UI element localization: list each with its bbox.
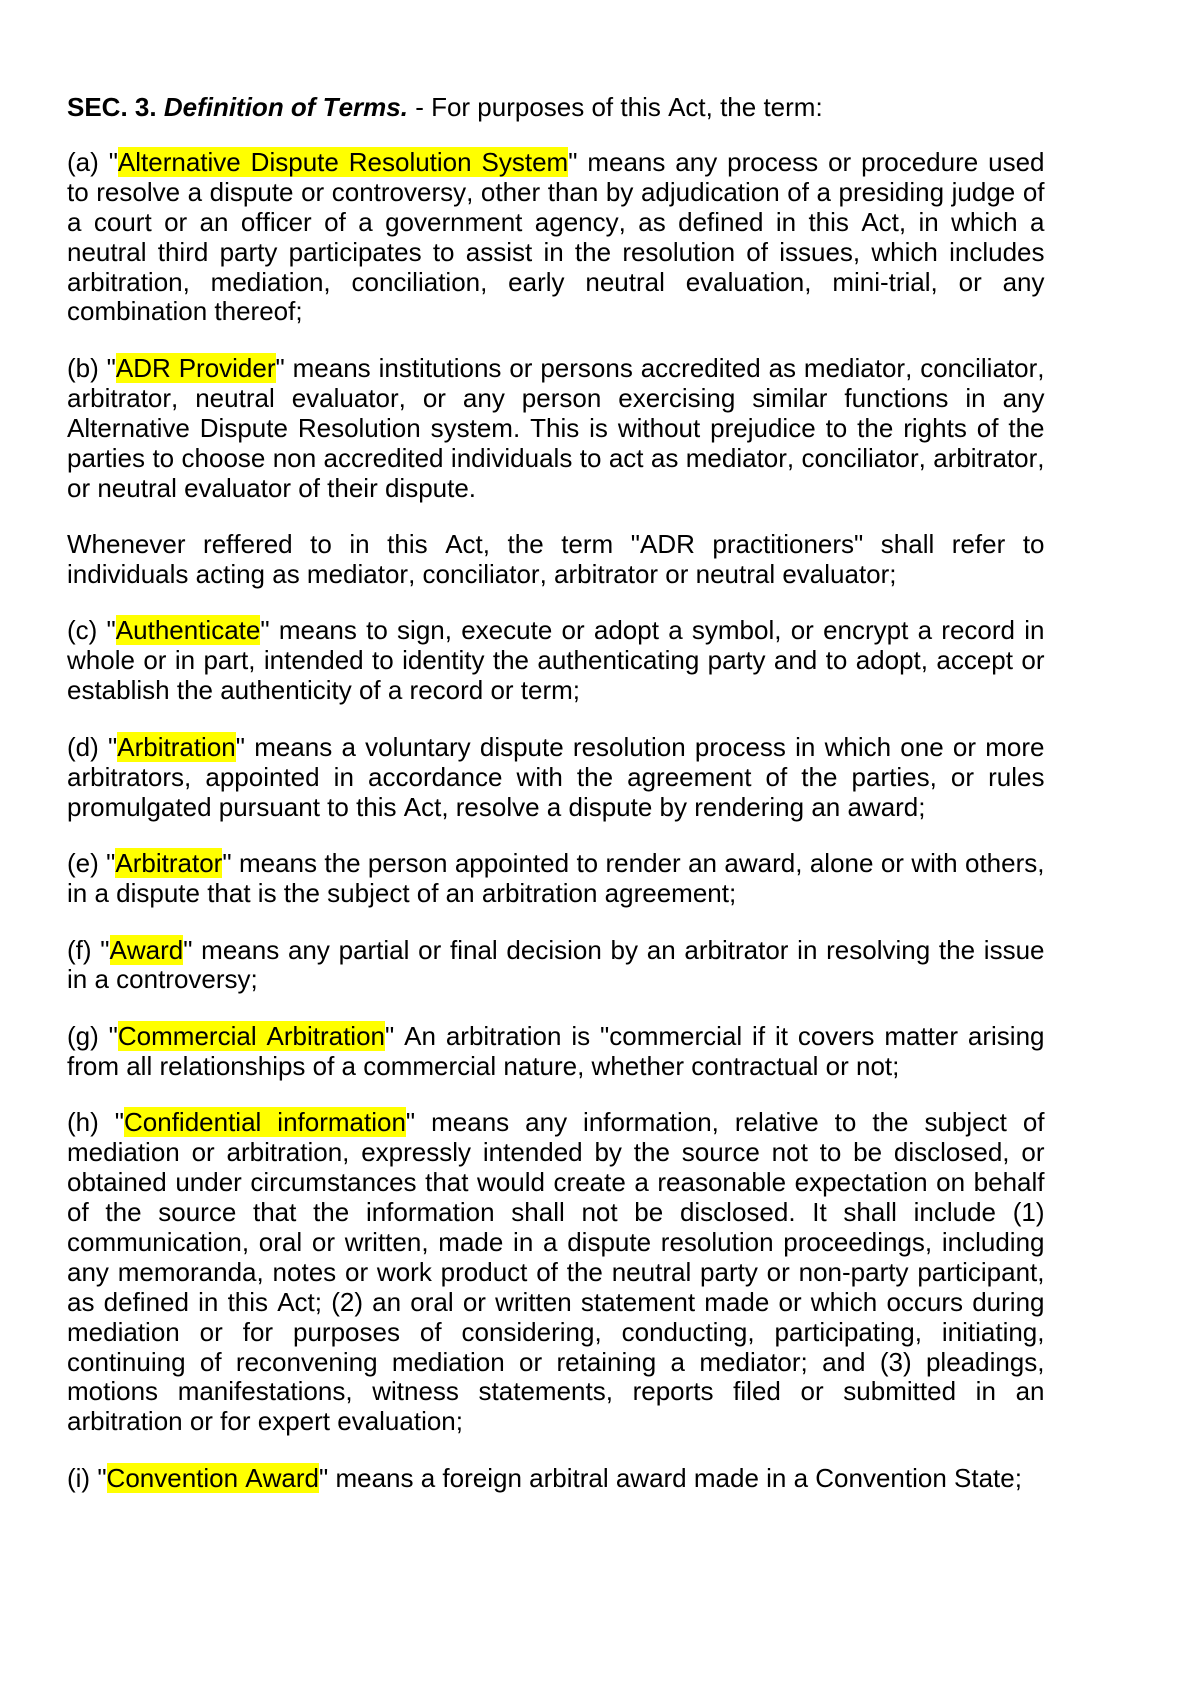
- definition-a: [67, 148, 1045, 327]
- definition-text: " means any information, relative to the subject of mediation or arbitration, expressly intended by the source not to be disclosed, or obtained under circumstances that would create a reasonable expectation on behalf of the source that the information shall not be disclosed. It shall include (1) communication, oral or written, made in a dispute resolution proceedings, including any memoranda, notes or work product of the neutral party or non-party participant, as defined in this Act; (2) an oral or written statement made or which occurs during mediation or for purposes of considering, conducting, participating, initiating, continuing of reconvening mediation or retaining a mediator; and (3) pleadings, motions manifestations, witness statements, reports filed or submitted in an arbitration or for expert evaluation;: [67, 1107, 1045, 1437]
- definition-text: " means any partial or final decision by an arbitrator in resolving the issue in a controversy;: [67, 934, 1045, 995]
- defined-term: Authenticate: [115, 615, 261, 646]
- definition-e: [67, 849, 1045, 909]
- defined-term: Convention Award: [106, 1462, 320, 1493]
- definition-f: [67, 936, 1045, 996]
- definition-h: [67, 1108, 1045, 1437]
- definition-text: " means to sign, execute or adopt a symbol, or encrypt a record in whole or in part, intended to identity the authenticating party and to adopt, accept or establish the authenticity of a record or term;: [67, 615, 1045, 706]
- defined-term: Award: [109, 934, 184, 965]
- definition-prefix: (e) ": [67, 848, 116, 879]
- definition-prefix: (b) ": [67, 352, 116, 383]
- defined-term: ADR Provider: [115, 352, 276, 383]
- definition-c: [67, 616, 1045, 706]
- definition-prefix: (h) ": [67, 1107, 124, 1138]
- definition-prefix: (g) ": [67, 1020, 118, 1051]
- defined-term: Confidential information: [124, 1107, 406, 1138]
- definition-prefix: (a) ": [67, 146, 118, 177]
- defined-term: Arbitration: [117, 731, 236, 762]
- defined-term: Commercial Arbitration: [117, 1020, 385, 1051]
- section-number: SEC. 3.: [67, 92, 157, 122]
- definition-text: " means the person appointed to render an award, alone or with others, in a dispute that is the subject of an arbitration agreement;: [67, 848, 1045, 908]
- section-heading: [67, 93, 1045, 123]
- section-title: Definition of Terms.: [163, 92, 408, 122]
- defined-term: Arbitrator: [115, 848, 223, 879]
- definition-text: " means institutions or persons accredited as mediator, conciliator, arbitrator, neutral evaluator, or any person exercising similar functions in any Alternative Dispute Resolution system. This is without prejudice to the rights of the parties to choose non accredited individuals to act as mediator, conciliator, arbitrator, or neutral evaluator of their dispute.: [67, 352, 1045, 503]
- definition-text: " An arbitration is "commercial if it covers matter arising from all relationships of a commercial nature, whether contractual or not;: [67, 1020, 1045, 1081]
- definition-text: " means a foreign arbitral award made in a Convention State;: [319, 1462, 1022, 1493]
- defined-term: Alternative Dispute Resolution System: [117, 146, 569, 177]
- section-body: [67, 93, 1045, 1520]
- section-intro: - For purposes of this Act, the term:: [415, 92, 823, 122]
- definition-b: [67, 354, 1045, 504]
- definition-prefix: (i) ": [67, 1462, 107, 1493]
- definition-text: " means any process or procedure used to resolve a dispute or controversy, other than by adjudication of a presiding judge of a court or an officer of a government agency, as defined in this Act, in which a neutral third party participates to assist in the resolution of issues, which includes arbitration, mediation, conciliation, early neutral evaluation, mini-trial, or any combination thereof;: [67, 146, 1045, 327]
- definition-prefix: (c) ": [67, 615, 116, 646]
- practitioners-note: Whenever reffered to in this Act, the term "ADR practitioners" shall refer to individuals acting as mediator, conciliator, arbitrator or neutral evaluator;: [67, 529, 1045, 589]
- definition-d: [67, 733, 1045, 823]
- definition-g: [67, 1022, 1045, 1082]
- definition-prefix: (d) ": [67, 731, 118, 762]
- definition-i: [67, 1464, 1045, 1494]
- definition-text: " means a voluntary dispute resolution process in which one or more arbitrators, appointed in accordance with the agreement of the parties, or rules promulgated pursuant to this Act, resolve a dispute by rendering an award;: [67, 731, 1045, 822]
- definition-prefix: (f) ": [67, 934, 110, 965]
